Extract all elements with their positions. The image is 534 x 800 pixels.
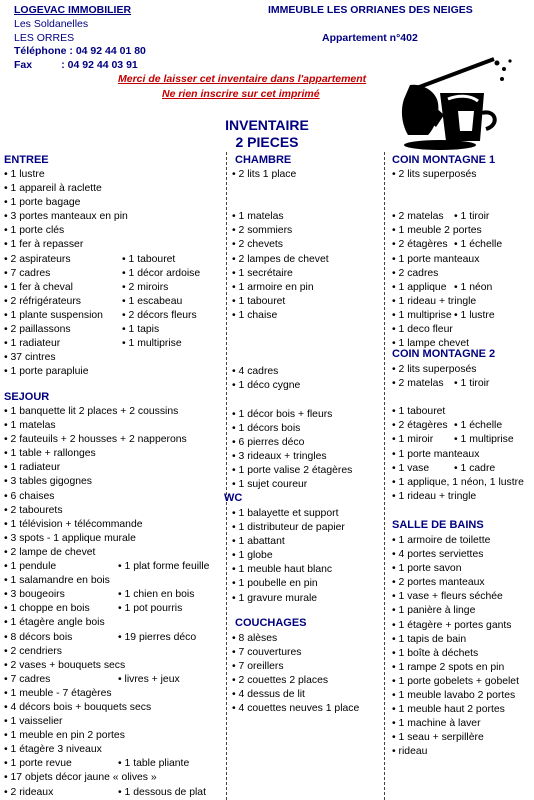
agency-name: LOGEVAC IMMOBILIER xyxy=(14,4,132,16)
item-text: • 1 matelas xyxy=(232,211,284,223)
item-text: • 4 cadres xyxy=(232,366,279,378)
item-text: • 2 lits 1 place xyxy=(232,169,297,180)
list-item xyxy=(232,422,352,436)
list-item xyxy=(232,253,352,267)
item-text: • 1 tabouret xyxy=(392,406,446,418)
item-text-secondary: • 19 pierres déco xyxy=(118,631,197,643)
item-text: • 1 meuble haut blanc xyxy=(232,564,333,576)
item-text: • 1 fer à cheval xyxy=(4,281,73,293)
list-item xyxy=(392,562,519,576)
list-item xyxy=(392,419,524,433)
list-item xyxy=(4,196,128,210)
list-item xyxy=(232,394,352,408)
list-item xyxy=(4,295,183,309)
phone-number: Téléphone : 04 92 44 01 80 xyxy=(14,45,146,57)
item-text: • 2 rideaux xyxy=(4,786,54,798)
list-item xyxy=(392,448,524,462)
list-item xyxy=(4,323,160,337)
list-item xyxy=(392,405,524,419)
list-item xyxy=(232,646,359,660)
list-item xyxy=(4,253,176,267)
list-item xyxy=(4,518,187,532)
item-text-secondary: • livres + jeux xyxy=(118,673,180,685)
list-item xyxy=(4,645,187,659)
item-text: • 2 lampe de chevet xyxy=(4,546,96,558)
list-item xyxy=(4,490,187,504)
item-text: • 1 deco fleur xyxy=(392,324,453,336)
residence-name: Les Soldanelles xyxy=(14,18,89,30)
item-text: • 1 porte manteaux xyxy=(392,253,480,265)
list-item xyxy=(232,535,345,549)
item-text: • 1 meuble 2 portes xyxy=(392,225,482,237)
list-item xyxy=(4,631,197,645)
item-text: • 2 fauteuils + 2 housses + 2 napperons xyxy=(4,434,187,446)
list-item xyxy=(4,419,187,433)
item-text: • 2 portes manteaux xyxy=(392,577,485,589)
item-text-secondary: • 1 pot pourris xyxy=(118,603,183,615)
list-item xyxy=(232,450,352,464)
list-item xyxy=(4,659,187,673)
list-item xyxy=(232,168,352,182)
list-item xyxy=(4,365,128,379)
item-text: • 1 miroir xyxy=(392,434,434,446)
item-text: • rideau xyxy=(392,746,428,758)
list-item xyxy=(4,238,128,252)
item-text: • 6 pierres déco xyxy=(232,436,305,448)
list-item xyxy=(4,337,182,351)
item-text: • 1 porte manteaux xyxy=(392,448,480,460)
item-text: • 1 meuble haut 2 portes xyxy=(392,704,505,716)
list-item xyxy=(232,351,352,365)
item-text: • 3 spots - 1 applique murale xyxy=(4,532,136,544)
list-item xyxy=(232,337,352,351)
list-wc xyxy=(232,507,345,606)
item-text: • 2 chevets xyxy=(232,239,283,251)
item-text: • 6 chaises xyxy=(4,490,55,502)
fax-number: Fax : 04 92 44 03 91 xyxy=(14,59,138,71)
list-item xyxy=(392,433,524,447)
item-text: • 1 panière à linge xyxy=(392,605,476,617)
item-text: • 1 chaise xyxy=(232,309,278,321)
item-text: • 1 vase xyxy=(392,462,430,474)
item-text: • 2 vases + bouquets secs xyxy=(4,659,126,671)
list-item xyxy=(4,715,187,729)
item-text-secondary: • 1 dessous de plat xyxy=(118,786,206,798)
item-text: • 7 oreillers xyxy=(232,661,284,673)
item-text-secondary: • 1 table pliante xyxy=(118,758,190,770)
list-item xyxy=(392,363,524,377)
list-item xyxy=(392,647,519,661)
list-item xyxy=(232,196,352,210)
item-text: • 1 radiateur xyxy=(4,338,61,350)
list-item xyxy=(4,281,169,295)
list-item xyxy=(232,365,352,379)
column-divider-left xyxy=(226,152,227,800)
item-text: • 7 cadres xyxy=(4,267,51,279)
item-text: • 3 rideaux + tringles xyxy=(232,450,327,462)
item-text: • 1 décors bois xyxy=(232,422,301,434)
notice-line-1: Merci de laisser cet inventaire dans l'appartement xyxy=(118,73,367,85)
list-item xyxy=(4,757,190,771)
item-text: • 2 lits superposés xyxy=(392,364,477,375)
item-text: • 1 pendule xyxy=(4,561,57,573)
list-item xyxy=(392,619,519,633)
item-text-secondary: • 1 escabeau xyxy=(122,295,183,307)
item-text: • 1 tabouret xyxy=(232,295,286,307)
list-item xyxy=(232,436,352,450)
list-item xyxy=(4,743,187,757)
item-text: • 1 distributeur de papier xyxy=(232,522,345,534)
list-item xyxy=(392,168,482,182)
item-text: • 8 alèses xyxy=(232,633,278,644)
list-item xyxy=(4,447,187,461)
item-text: • 1 applique xyxy=(392,281,447,293)
list-item xyxy=(392,309,495,323)
item-text: • 8 décors bois xyxy=(4,631,73,643)
item-text: • 1 secrétaire xyxy=(232,267,293,279)
list-couchages xyxy=(232,632,359,717)
list-item xyxy=(4,475,187,489)
list-item xyxy=(392,391,524,405)
list-item xyxy=(4,267,201,281)
list-item xyxy=(392,675,519,689)
item-text: • 4 décors bois + bouquets secs xyxy=(4,701,152,713)
list-item xyxy=(232,478,352,492)
list-coin-montagne-2 xyxy=(392,363,524,504)
list-item xyxy=(4,532,187,546)
list-item xyxy=(392,590,519,604)
item-text: • 1 meuble - 7 étagères xyxy=(4,687,112,699)
list-item xyxy=(232,660,359,674)
section-title-coin-montagne-2: COIN MONTAGNE 2 xyxy=(392,348,496,360)
list-item xyxy=(392,253,482,267)
list-item xyxy=(4,210,128,224)
list-item xyxy=(4,574,187,588)
item-text: • 1 déco cygne xyxy=(232,380,301,392)
column-divider-right xyxy=(384,152,385,800)
item-text: • 17 objets décor jaune « olives » xyxy=(4,772,157,784)
item-text: • 1 porte revue xyxy=(4,758,72,770)
list-item xyxy=(392,703,519,717)
item-text: • 1 meuble lavabo 2 portes xyxy=(392,690,516,702)
list-item xyxy=(232,182,352,196)
list-item xyxy=(232,238,352,252)
item-text: • 2 couettes 2 places xyxy=(232,675,329,687)
item-text: • 1 porte clés xyxy=(4,225,65,237)
list-item xyxy=(392,196,482,210)
item-text: • 2 cendriers xyxy=(4,645,62,657)
item-text: • 1 seau + serpillère xyxy=(392,732,484,744)
item-text: • 2 lampes de chevet xyxy=(232,253,329,265)
item-text-secondary: • 1 multiprise xyxy=(454,434,514,446)
item-text: • 1 décor bois + fleurs xyxy=(232,408,333,420)
list-item xyxy=(232,379,352,393)
item-text: • 1 banquette lit 2 places + 2 coussins xyxy=(4,406,179,417)
list-item xyxy=(392,238,503,252)
item-text: • 1 gravure murale xyxy=(232,592,318,604)
apartment-number: Appartement n°402 xyxy=(322,32,418,44)
section-title-wc: WC xyxy=(224,492,243,504)
item-text: • 1 matelas xyxy=(4,420,56,432)
inventory-subtitle: 2 PIECES xyxy=(235,134,299,150)
item-text: • 1 machine à laver xyxy=(392,718,481,730)
list-item xyxy=(232,592,345,606)
list-item xyxy=(392,731,519,745)
list-item xyxy=(232,224,352,238)
list-item xyxy=(4,602,187,616)
list-item xyxy=(4,729,187,743)
list-item xyxy=(4,687,187,701)
list-item xyxy=(4,182,128,196)
item-text-secondary: • 1 tabouret xyxy=(122,253,176,265)
list-item xyxy=(232,408,352,422)
list-entree xyxy=(4,168,201,379)
list-item xyxy=(4,405,187,419)
item-text: • 37 cintres xyxy=(4,352,56,364)
list-item xyxy=(232,702,359,716)
list-item xyxy=(392,267,482,281)
item-text: • 1 porte savon xyxy=(392,563,462,575)
item-text: • 4 couettes neuves 1 place xyxy=(232,703,360,715)
item-text-secondary: • 1 cadre xyxy=(454,462,496,474)
list-item xyxy=(392,490,524,504)
item-text: • 2 lits superposés xyxy=(392,169,477,180)
list-item xyxy=(392,295,482,309)
item-text: • 1 poubelle en pin xyxy=(232,578,318,590)
item-text: • 1 rampe 2 spots en pin xyxy=(392,661,505,673)
item-text-secondary: • 1 lustre xyxy=(454,309,495,321)
item-text: • 1 étagère 3 niveaux xyxy=(4,744,102,756)
item-text: • 1 étagère + portes gants xyxy=(392,619,512,631)
list-item xyxy=(232,295,352,309)
list-item xyxy=(392,476,524,490)
list-item xyxy=(232,674,359,688)
list-item xyxy=(232,281,352,295)
item-text-secondary: • 1 tapis xyxy=(122,324,160,336)
list-item xyxy=(4,351,128,365)
item-text: • 2 aspirateurs xyxy=(4,253,71,265)
item-text: • 2 sommiers xyxy=(232,225,293,237)
item-text-secondary: • 1 néon xyxy=(454,281,493,293)
item-text: • 4 portes serviettes xyxy=(392,549,484,561)
list-item xyxy=(4,588,195,602)
item-text: • 1 fer à repasser xyxy=(4,239,84,251)
item-text: • 1 plante suspension xyxy=(4,309,103,321)
item-text: • 2 étagères xyxy=(392,420,448,432)
item-text: • 1 armoire en pin xyxy=(232,281,314,293)
item-text: • 1 tapis de bain xyxy=(392,633,467,645)
item-text: • 1 vase + fleurs séchée xyxy=(392,591,503,603)
inventory-title: INVENTAIRE xyxy=(225,117,309,133)
item-text: • 1 rideau + tringle xyxy=(392,295,477,307)
list-item xyxy=(232,309,352,323)
list-item xyxy=(232,688,359,702)
list-item xyxy=(4,504,187,518)
list-item xyxy=(4,309,197,323)
item-text: • 2 réfrigérateurs xyxy=(4,295,81,307)
list-item xyxy=(392,717,519,731)
list-item xyxy=(4,224,128,238)
item-text: • 1 porte bagage xyxy=(4,197,81,209)
list-item xyxy=(232,267,352,281)
item-text-secondary: • 1 multiprise xyxy=(122,338,182,350)
item-text: • 2 étagères xyxy=(392,239,448,251)
item-text-secondary: • 1 décor ardoise xyxy=(122,267,201,279)
item-text-secondary: • 1 échelle xyxy=(454,239,503,251)
list-item xyxy=(4,461,187,475)
list-item xyxy=(232,632,359,646)
item-text: • 3 portes manteaux en pin xyxy=(4,211,128,223)
list-item xyxy=(392,576,519,590)
item-text: • 1 boîte à déchets xyxy=(392,647,479,659)
item-text: • 2 tabourets xyxy=(4,504,63,516)
list-item xyxy=(232,323,352,337)
item-text-secondary: • 2 miroirs xyxy=(122,281,169,293)
section-title-coin-montagne-1: COIN MONTAGNE 1 xyxy=(392,154,496,166)
item-text: • 1 meuble en pin 2 portes xyxy=(4,730,125,742)
list-item xyxy=(232,507,345,521)
list-item xyxy=(392,182,482,196)
list-item xyxy=(392,462,524,476)
list-item xyxy=(4,701,187,715)
item-text: • 1 télévision + télécommande xyxy=(4,518,143,530)
list-item xyxy=(392,604,519,618)
item-text: • 1 salamandre en bois xyxy=(4,575,110,587)
item-text: • 1 sujet coureur xyxy=(232,479,308,491)
item-text-secondary: • 1 tiroir xyxy=(454,211,490,223)
item-text: • 1 rideau + tringle xyxy=(392,490,477,502)
notice-line-2: Ne rien inscrire sur cet imprimé xyxy=(162,88,320,100)
list-item xyxy=(232,521,345,535)
item-text: • 1 radiateur xyxy=(4,462,61,474)
item-text-secondary: • 1 chien en bois xyxy=(118,589,195,601)
list-coin-montagne-1 xyxy=(392,168,503,351)
list-item xyxy=(392,377,524,391)
list-item xyxy=(4,546,187,560)
list-item xyxy=(4,433,187,447)
item-text: • 1 porte gobelets + gobelet xyxy=(392,675,519,687)
item-text: • 3 bougeoirs xyxy=(4,589,65,601)
item-text: • 2 matelas xyxy=(392,378,444,390)
section-title-entree: ENTREE xyxy=(4,154,49,166)
item-text: • 1 appareil à raclette xyxy=(4,183,102,195)
item-text: • 1 globe xyxy=(232,550,273,562)
list-item xyxy=(232,210,352,224)
item-text: • 3 tables gigognes xyxy=(4,476,92,488)
item-text: • 1 lampe chevet xyxy=(392,338,469,350)
item-text: • 1 multiprise xyxy=(392,309,452,321)
list-item xyxy=(4,771,187,785)
section-title-chambre: CHAMBRE xyxy=(235,154,292,166)
item-text: • 1 étagère angle bois xyxy=(4,617,105,629)
section-title-couchages: COUCHAGES xyxy=(235,617,307,629)
item-text: • 1 porte valise 2 étagères xyxy=(232,464,353,476)
item-text: • 7 cadres xyxy=(4,673,51,685)
item-text-secondary: • 1 tiroir xyxy=(454,378,490,390)
list-sejour xyxy=(4,405,210,800)
list-item xyxy=(232,577,345,591)
list-item xyxy=(232,549,345,563)
list-salle-de-bains xyxy=(392,534,519,760)
list-item xyxy=(392,689,519,703)
list-item xyxy=(392,661,519,675)
item-text: • 7 couvertures xyxy=(232,647,302,659)
item-text-secondary: • 1 plat forme feuille xyxy=(118,561,210,573)
section-title-salle-de-bains: SALLE DE BAINS xyxy=(392,519,484,531)
list-item xyxy=(392,633,519,647)
list-item xyxy=(232,563,345,577)
item-text: • 1 applique, 1 néon, 1 lustre xyxy=(392,476,524,488)
item-text: • 1 balayette et support xyxy=(232,508,339,519)
list-item xyxy=(4,786,206,800)
item-text: • 1 armoire de toilette xyxy=(392,535,491,546)
item-text: • 2 cadres xyxy=(392,267,439,279)
list-item xyxy=(392,224,482,238)
item-text: • 2 paillassons xyxy=(4,324,71,336)
item-text: • 2 matelas xyxy=(392,211,444,223)
item-text: • 1 choppe en bois xyxy=(4,603,90,615)
item-text-secondary: • 1 échelle xyxy=(454,420,503,432)
list-item xyxy=(392,534,519,548)
list-item xyxy=(392,323,482,337)
list-item xyxy=(392,548,519,562)
list-item xyxy=(392,210,490,224)
item-text: • 1 table + rallonges xyxy=(4,448,96,460)
list-item xyxy=(4,673,187,687)
list-item xyxy=(392,281,493,295)
list-item xyxy=(4,168,128,182)
list-chambre xyxy=(232,168,352,492)
item-text: • 1 vaisselier xyxy=(4,716,63,728)
list-item xyxy=(232,464,352,478)
town-name: LES ORRES xyxy=(14,32,75,44)
list-item xyxy=(4,616,187,630)
item-text: • 1 porte parapluie xyxy=(4,366,89,378)
building-name: IMMEUBLE LES ORRIANES DES NEIGES xyxy=(268,4,473,16)
list-item xyxy=(4,560,210,574)
item-text: • 4 dessus de lit xyxy=(232,689,305,701)
list-item xyxy=(392,745,519,759)
item-text: • 1 lustre xyxy=(4,169,45,180)
item-text: • 1 abattant xyxy=(232,536,285,548)
section-title-sejour: SEJOUR xyxy=(4,391,50,403)
item-text-secondary: • 2 décors fleurs xyxy=(122,309,197,321)
